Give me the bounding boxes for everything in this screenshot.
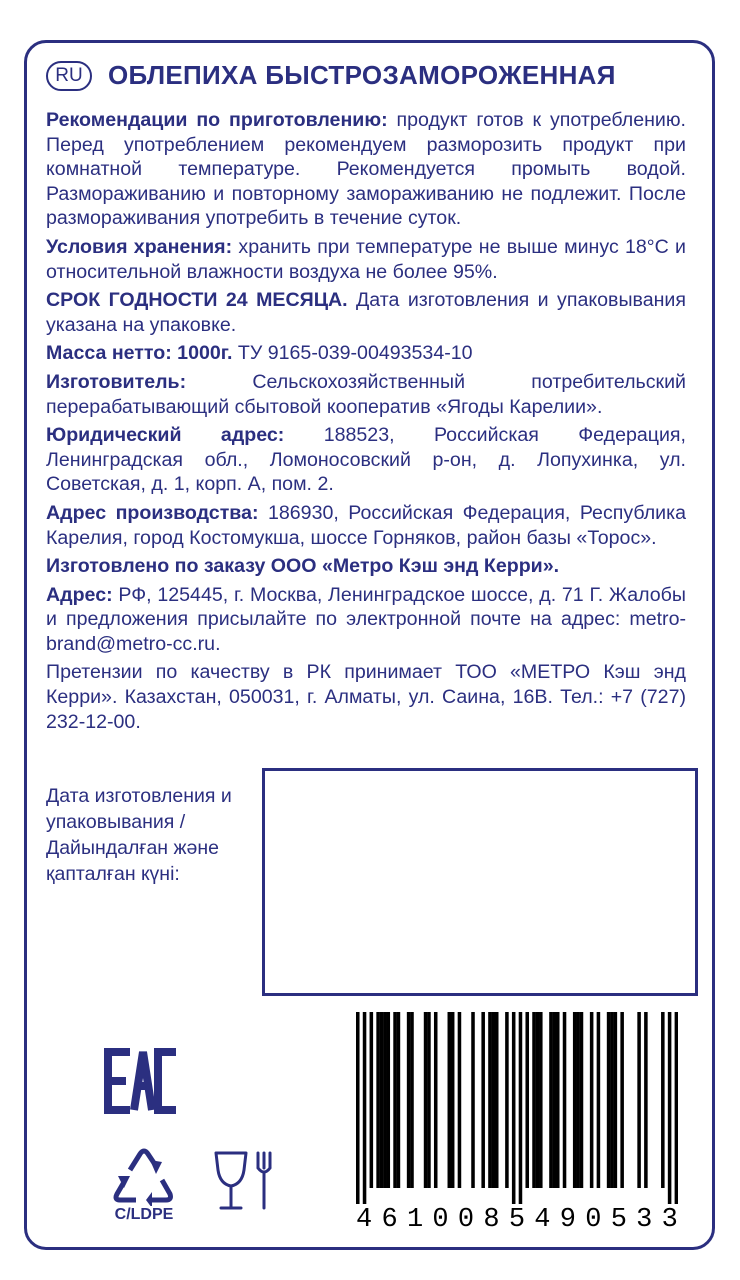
section-label: Адрес производства: — [46, 501, 259, 524]
preparation-paragraph — [46, 108, 686, 231]
barcode-bar — [553, 1012, 557, 1188]
barcode-bar — [607, 1012, 611, 1188]
barcode-bar — [525, 1012, 529, 1188]
barcode-bar — [620, 1012, 624, 1188]
barcode-bar — [644, 1012, 648, 1188]
section-label: Адрес: — [46, 583, 113, 606]
production-address-paragraph — [46, 501, 686, 550]
address-paragraph — [46, 583, 686, 657]
section-label: СРОК ГОДНОСТИ 24 МЕСЯЦА. — [46, 289, 348, 312]
material-code: C/LDPE — [114, 1206, 174, 1223]
barcode-digit: 3 — [636, 1205, 653, 1235]
barcode-bar — [597, 1012, 601, 1188]
section-label: Юридический адрес: — [46, 424, 285, 447]
barcode-bar — [495, 1012, 499, 1188]
barcode-bar — [370, 1012, 374, 1188]
barcode-bar — [610, 1012, 614, 1188]
barcode-bar — [519, 1012, 523, 1204]
barcode-bar — [458, 1012, 462, 1188]
barcode-bar — [661, 1012, 665, 1188]
claims-paragraph — [46, 660, 686, 734]
barcode-bar — [363, 1012, 367, 1204]
barcode-bar — [637, 1012, 641, 1188]
food-safe-icon — [212, 1150, 280, 1212]
barcode-bar — [387, 1012, 391, 1188]
barcode-bar — [573, 1012, 577, 1188]
barcode-bar — [488, 1012, 492, 1188]
barcode-bar — [383, 1012, 387, 1188]
section-label: Масса нетто: 1000г. — [46, 342, 233, 365]
legal-address-paragraph — [46, 423, 686, 497]
barcode-digit: 4 — [356, 1205, 373, 1235]
barcode-digit: 6 — [381, 1205, 398, 1235]
section-label: Изготовитель: — [46, 370, 187, 393]
barcode-bar — [590, 1012, 594, 1188]
barcode-digit: 5 — [508, 1205, 526, 1235]
section-text: продукт готов к употреблению. Перед употреблением рекомендуем разморозить продукт при комнатной температуре. Рекомендуется промыть водой. Размораживанию и повторному замораживанию не подлежит. После размораживания употребить в течение суток. — [46, 109, 686, 230]
barcode-bar — [356, 1012, 360, 1204]
barcode-bar — [434, 1012, 438, 1188]
production-date-box — [262, 768, 698, 996]
barcode-bar — [549, 1012, 553, 1188]
product-title: ОБЛЕПИХА БЫСТРОЗАМОРОЖЕННАЯ — [108, 60, 616, 90]
barcode-digit: 9 — [559, 1205, 576, 1235]
barcode-digit: 0 — [457, 1205, 475, 1235]
barcode-bar — [397, 1012, 401, 1188]
barcode-bar — [512, 1012, 516, 1204]
barcode-digit: 3 — [661, 1205, 678, 1235]
barcode-bar — [668, 1012, 672, 1204]
barcode-bar — [424, 1012, 428, 1188]
ordered-by-paragraph — [46, 554, 686, 579]
barcode-bar — [556, 1012, 560, 1188]
barcode-digit: 0 — [432, 1205, 449, 1235]
section-text: Дата изготовления и упаковывания указана на упаковке. — [46, 289, 686, 336]
eac-mark-icon — [104, 1048, 180, 1114]
manufacturer-paragraph — [46, 370, 686, 419]
section-text: Сельскохозяйственный потребительский перерабатывающий сбытовой кооператив «Ягоды Карелии». — [46, 370, 686, 418]
barcode-number — [356, 1206, 678, 1236]
label-text — [46, 108, 686, 738]
barcode-bar — [532, 1012, 536, 1188]
barcode-bar — [407, 1012, 411, 1188]
barcode-bar — [576, 1012, 580, 1188]
section-text: 186930, Российская Федерация, Республика Карелия, город Костомукша, шоссе Горняков, район базы «Торос». — [46, 501, 686, 549]
section-label: Условия хранения: — [46, 235, 233, 258]
barcode-bar — [481, 1012, 485, 1188]
section-text: 188523, Российская Федерация, Ленинградская обл., Ломоносовский р-он, д. Лопухинка, ул. Советская, д. 1, корп. А, пом. 2. — [46, 424, 686, 496]
barcode-digit: 1 — [406, 1205, 424, 1235]
barcode-bar — [410, 1012, 414, 1188]
barcode-digit: 8 — [483, 1205, 500, 1235]
section-text: хранить при температуре не выше минус 18°C и относительной влажности воздуха не более 95%. — [46, 235, 686, 283]
section-text: Претензии по качеству в РК принимает ТОО «МЕТРО Кэш энд Керри». Казахстан, 050031, г. Алматы, ул. Саина, 16В. Тел.: +7 (727) 232-12-00. — [46, 661, 686, 733]
barcode-bar — [451, 1012, 455, 1188]
storage-paragraph — [46, 235, 686, 284]
section-label: Изготовлено по заказу ООО «Метро Кэш энд Керри». — [46, 555, 560, 578]
barcode-bar — [539, 1012, 543, 1188]
barcode-bar — [505, 1012, 509, 1188]
barcode-digit: 5 — [610, 1205, 627, 1235]
recycle-icon — [106, 1146, 182, 1206]
language-badge: RU — [46, 61, 92, 91]
barcode-bar — [536, 1012, 540, 1188]
barcode-bar — [580, 1012, 584, 1188]
section-label: Рекомендации по приготовлению: — [46, 109, 388, 131]
section-text: РФ, 125445, г. Москва, Ленинградское шоссе, д. 71 Г. Жалобы и предложения присылайте по электронной почте на адрес: metro-brand@metro-cc.ru. — [46, 583, 686, 655]
barcode-bar — [393, 1012, 397, 1188]
barcode-bar — [675, 1012, 678, 1204]
barcode-bar — [492, 1012, 496, 1188]
barcode-bar — [427, 1012, 431, 1188]
barcode-bar — [448, 1012, 452, 1188]
barcode-digit: 4 — [534, 1205, 551, 1235]
barcode-bar — [380, 1012, 384, 1188]
net-weight-paragraph — [46, 341, 686, 366]
barcode-digit: 0 — [585, 1205, 602, 1235]
barcode-bar — [563, 1012, 567, 1188]
shelf-life-paragraph — [46, 288, 686, 337]
barcode-bar — [614, 1012, 618, 1188]
barcode-bar — [376, 1012, 380, 1188]
barcode — [356, 1012, 678, 1204]
production-date-label: Дата изготовления и упаковывания / Дайындалған және қапталған күні: — [46, 785, 232, 885]
section-text: ТУ 9165-039-00493534-10 — [232, 342, 473, 365]
barcode-bar — [471, 1012, 475, 1188]
